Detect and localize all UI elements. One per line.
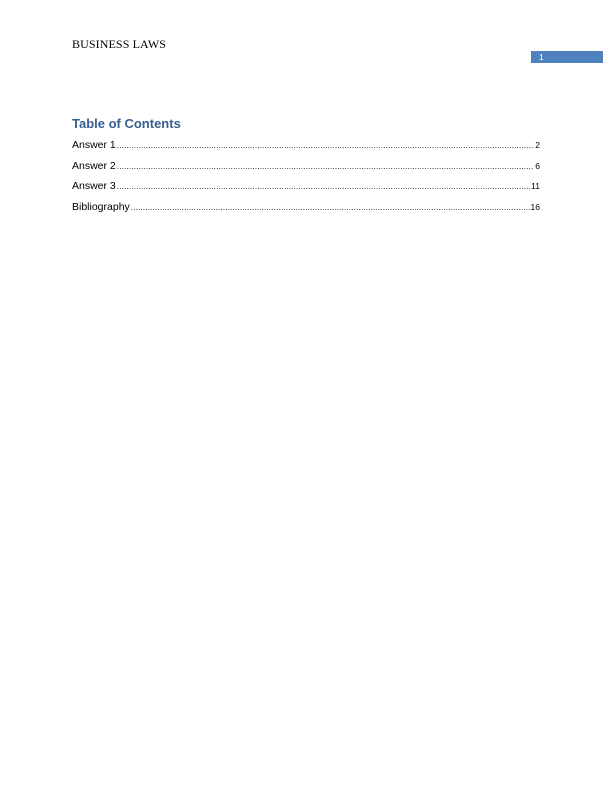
toc-entry-label: Bibliography [72,200,130,213]
toc-entry-bibliography[interactable] [72,200,540,221]
toc-entry-answer-3[interactable] [72,179,540,200]
page-number: 1 [539,52,544,62]
toc-entry-answer-1[interactable] [72,138,540,159]
toc-dot-leader [131,201,530,215]
toc-entry-label: Answer 3 [72,180,116,192]
toc-entry-page: 6 [535,160,540,171]
toc-entry-label: Answer 1 [72,139,116,151]
toc-entry-page: 11 [531,181,540,191]
toc-dot-leader [117,139,534,153]
running-header-title: BUSINESS LAWS [72,37,167,51]
toc-entry-page: 16 [530,201,540,212]
toc-entry-label: Answer 2 [72,159,116,172]
table-of-contents [72,138,540,220]
toc-entry-page: 2 [535,140,540,150]
toc-dot-leader [117,160,534,174]
toc-entry-answer-2[interactable] [72,159,540,180]
page-number-bar [531,51,603,63]
toc-heading: Table of Contents [72,116,181,131]
toc-dot-leader [117,180,530,194]
